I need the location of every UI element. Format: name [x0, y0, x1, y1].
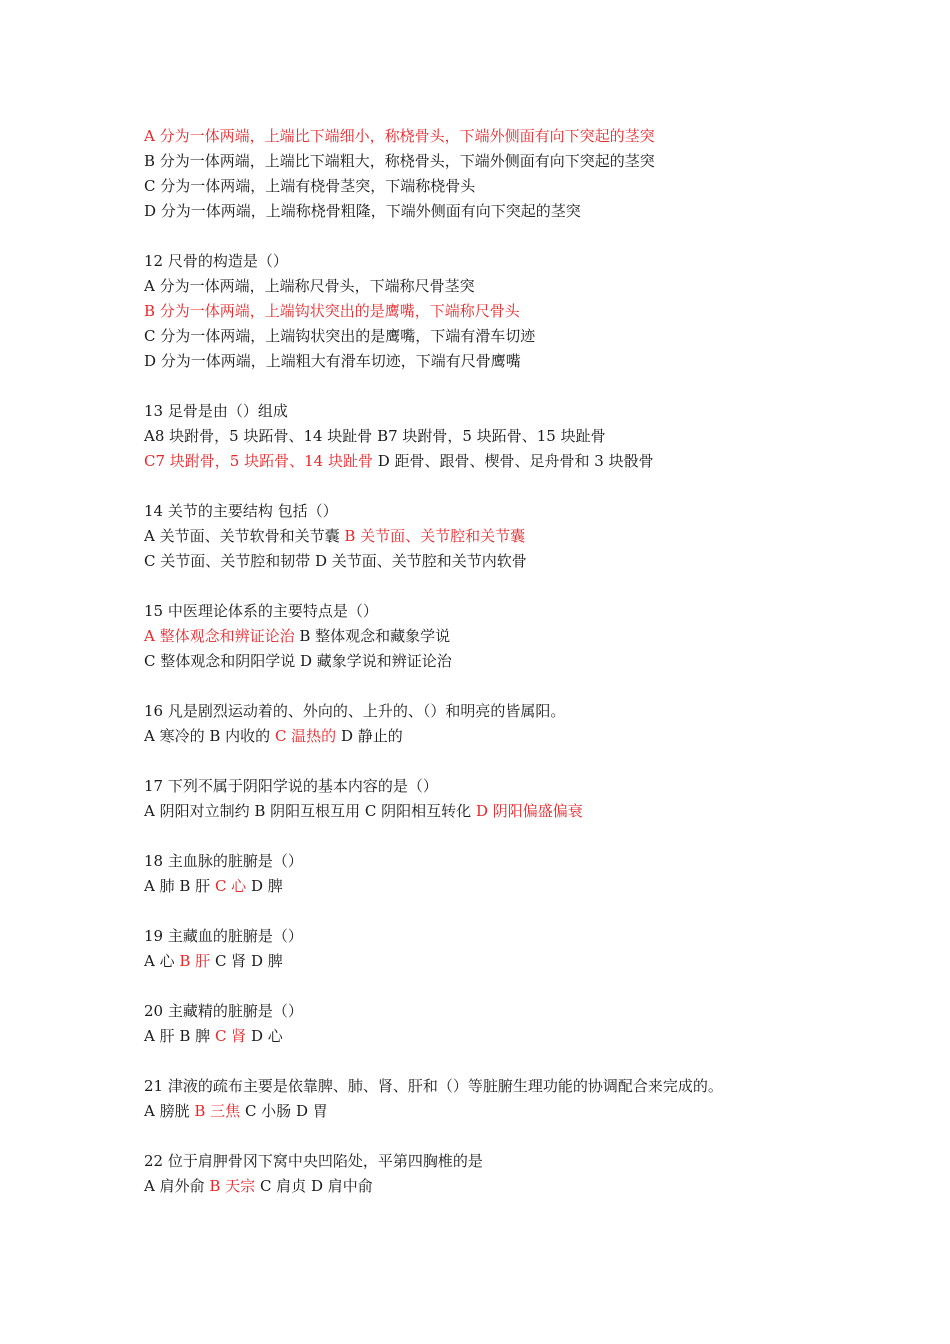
text-segment: B 整体观念和藏象学说: [294, 627, 451, 645]
text-segment: A 分为一体两端，上端称尺骨头，下端称尺骨茎突: [144, 277, 475, 295]
question-stem: [144, 699, 924, 724]
question-stem: [144, 399, 924, 424]
text-segment: D 分为一体两端，上端粗大有滑车切迹，下端有尺骨鹰嘴: [144, 352, 521, 370]
text-segment: 22 位于肩胛骨冈下窝中央凹陷处，平第四胸椎的是: [144, 1152, 483, 1170]
text-segment: C 分为一体两端，上端有桡骨茎突，下端称桡骨头: [144, 177, 476, 195]
block-spacer: [144, 674, 924, 699]
text-segment: C 小肠 D 胃: [240, 1102, 328, 1120]
question-stem: [144, 924, 924, 949]
option-line: [144, 1099, 924, 1124]
question-block: [144, 849, 924, 899]
text-segment: D 脾: [246, 877, 283, 895]
block-spacer: [144, 1049, 924, 1074]
text-segment: D 分为一体两端，上端称桡骨粗隆，下端外侧面有向下突起的茎突: [144, 202, 581, 220]
question-block: [144, 924, 924, 974]
option-line: [144, 449, 924, 474]
block-spacer: [144, 224, 924, 249]
text-segment: A 关节面、关节软骨和关节囊: [144, 527, 345, 545]
text-segment: 14 关节的主要结构 包括（）: [144, 502, 338, 520]
option-line: [144, 174, 924, 199]
text-segment: A 寒冷的 B 内收的: [144, 727, 275, 745]
question-block: [144, 249, 924, 374]
text-segment: 18 主血脉的脏腑是（）: [144, 852, 303, 870]
text-segment: A 膀胱: [144, 1102, 195, 1120]
text-segment: 13 足骨是由（）组成: [144, 402, 288, 420]
option-line: [144, 299, 924, 324]
option-line: [144, 549, 924, 574]
question-block: [144, 599, 924, 674]
option-line: [144, 724, 924, 749]
correct-answer: B 天宗: [209, 1177, 256, 1195]
option-line: [144, 874, 924, 899]
question-block: [144, 1149, 924, 1199]
option-line: [144, 349, 924, 374]
text-segment: C 肩贞 D 肩中俞: [255, 1177, 373, 1195]
correct-answer: C 心: [214, 877, 247, 895]
block-spacer: [144, 574, 924, 599]
text-segment: D 静止的: [336, 727, 403, 745]
text-segment: 17 下列不属于阴阳学说的基本内容的是（）: [144, 777, 438, 795]
option-line: [144, 199, 924, 224]
question-block: [144, 124, 924, 224]
text-segment: D 心: [246, 1027, 283, 1045]
option-line: [144, 124, 924, 149]
correct-answer: B 分为一体两端，上端钩状突出的是鹰嘴，下端称尺骨头: [144, 302, 520, 320]
correct-answer: C 肾: [214, 1027, 247, 1045]
text-segment: A 肺 B 肝: [144, 877, 215, 895]
text-segment: 12 尺骨的构造是（）: [144, 252, 288, 270]
block-spacer: [144, 374, 924, 399]
option-line: [144, 524, 924, 549]
correct-answer: B 三焦: [194, 1102, 241, 1120]
block-spacer: [144, 474, 924, 499]
text-segment: A8 块跗骨，5 块跖骨、14 块趾骨 B7 块跗骨，5 块跖骨、15 块趾骨: [144, 427, 606, 445]
question-block: [144, 399, 924, 474]
question-stem: [144, 1074, 924, 1099]
text-segment: A 阴阳对立制约 B 阴阳互根互用 C 阴阳相互转化: [144, 802, 476, 820]
option-line: [144, 649, 924, 674]
text-segment: D 距骨、跟骨、楔骨、足舟骨和 3 块骰骨: [372, 452, 654, 470]
correct-answer: C7 块跗骨，5 块跖骨、14 块趾骨: [144, 452, 373, 470]
text-segment: 16 凡是剧烈运动着的、外向的、上升的、（）和明亮的皆属阳。: [144, 702, 566, 720]
correct-answer: B 肝: [179, 952, 211, 970]
block-spacer: [144, 974, 924, 999]
question-stem: [144, 774, 924, 799]
question-stem: [144, 499, 924, 524]
question-block: [144, 699, 924, 749]
option-line: [144, 1174, 924, 1199]
option-line: [144, 949, 924, 974]
correct-answer: B 关节面、关节腔和关节囊: [344, 527, 526, 545]
correct-answer: D 阴阳偏盛偏衰: [475, 802, 583, 820]
text-segment: C 肾 D 脾: [210, 952, 283, 970]
question-block: [144, 999, 924, 1049]
block-spacer: [144, 749, 924, 774]
question-stem: [144, 1149, 924, 1174]
question-stem: [144, 249, 924, 274]
question-stem: [144, 999, 924, 1024]
option-line: [144, 274, 924, 299]
block-spacer: [144, 899, 924, 924]
block-spacer: [144, 1124, 924, 1149]
option-line: [144, 624, 924, 649]
text-segment: A 心: [144, 952, 180, 970]
question-block: [144, 1074, 924, 1124]
question-list: [144, 124, 924, 1199]
question-block: [144, 499, 924, 574]
block-spacer: [144, 824, 924, 849]
text-segment: 19 主藏血的脏腑是（）: [144, 927, 303, 945]
correct-answer: C 温热的: [274, 727, 337, 745]
text-segment: A 肩外俞: [144, 1177, 210, 1195]
text-segment: B 分为一体两端，上端比下端粗大，称桡骨头，下端外侧面有向下突起的茎突: [144, 152, 655, 170]
text-segment: 21 津液的疏布主要是依靠脾、肺、肾、肝和（）等脏腑生理功能的协调配合来完成的。: [144, 1077, 723, 1095]
question-stem: [144, 849, 924, 874]
text-segment: C 整体观念和阴阳学说 D 藏象学说和辨证论治: [144, 652, 452, 670]
text-segment: C 分为一体两端，上端钩状突出的是鹰嘴，下端有滑车切迹: [144, 327, 536, 345]
option-line: [144, 424, 924, 449]
question-stem: [144, 599, 924, 624]
text-segment: A 肝 B 脾: [144, 1027, 215, 1045]
text-segment: C 关节面、关节腔和韧带 D 关节面、关节腔和关节内软骨: [144, 552, 527, 570]
text-segment: 20 主藏精的脏腑是（）: [144, 1002, 303, 1020]
option-line: [144, 1024, 924, 1049]
option-line: [144, 799, 924, 824]
option-line: [144, 149, 924, 174]
correct-answer: A 分为一体两端，上端比下端细小，称桡骨头，下端外侧面有向下突起的茎突: [144, 127, 655, 145]
option-line: [144, 324, 924, 349]
question-block: [144, 774, 924, 824]
text-segment: 15 中医理论体系的主要特点是（）: [144, 602, 378, 620]
correct-answer: A 整体观念和辨证论治: [144, 627, 295, 645]
